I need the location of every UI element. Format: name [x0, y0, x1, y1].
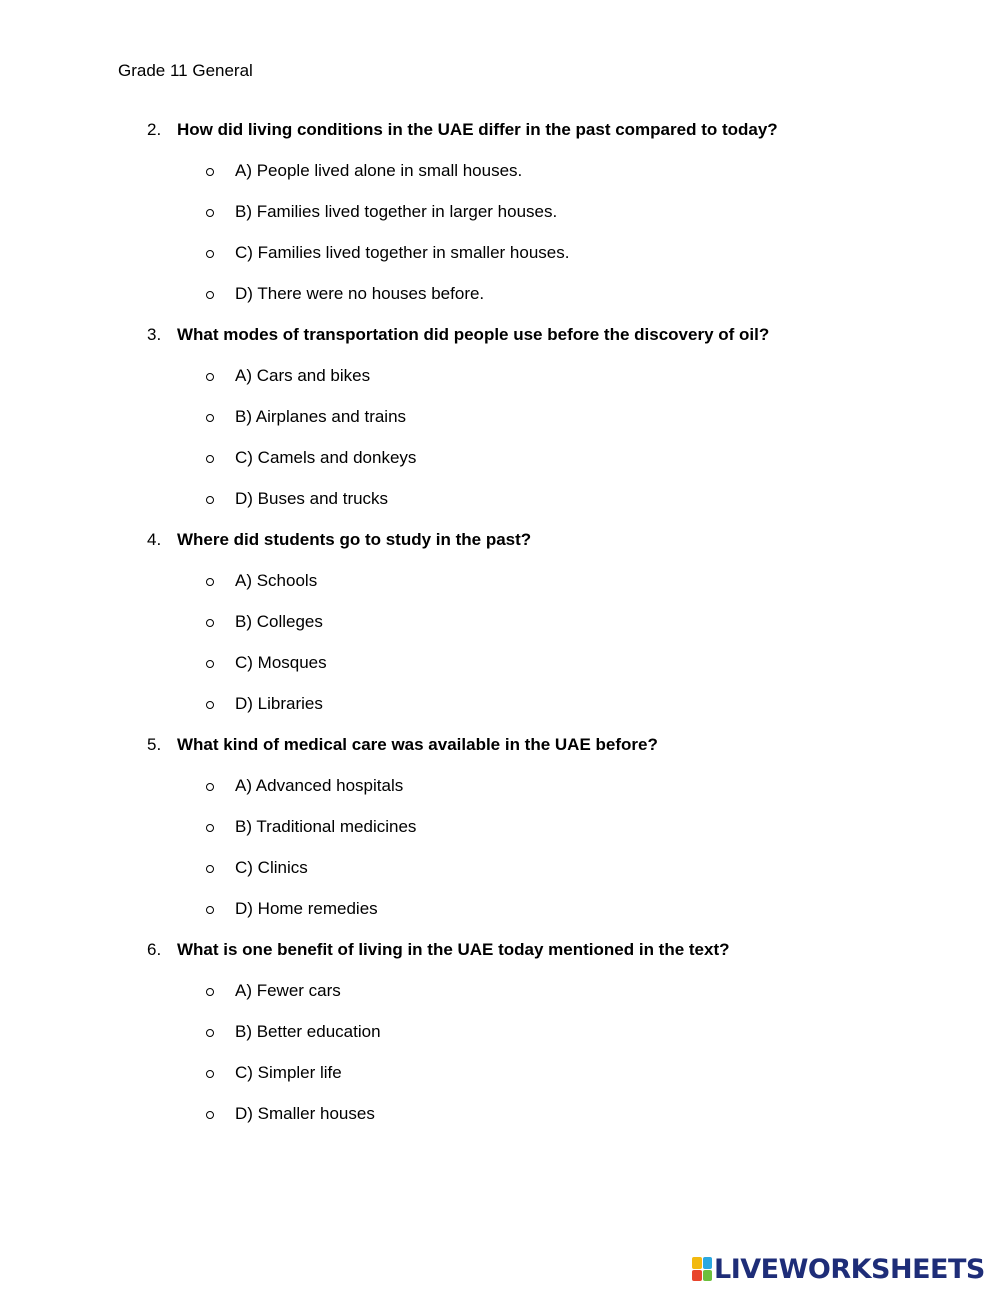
option-text: D) Home remedies [235, 899, 378, 918]
option-text: C) Mosques [235, 653, 327, 672]
option-item[interactable] [0, 651, 1000, 692]
option-item[interactable] [0, 364, 1000, 405]
option-text: B) Traditional medicines [235, 817, 417, 836]
circle-bullet-icon [206, 373, 214, 381]
question-5 [0, 733, 1000, 938]
logo-text: LIVEWORKSHEETS [714, 1253, 985, 1285]
circle-bullet-icon [206, 619, 214, 627]
option-text: A) People lived alone in small houses. [235, 161, 523, 180]
option-item[interactable] [0, 979, 1000, 1020]
option-item[interactable] [0, 282, 1000, 323]
option-text: C) Clinics [235, 858, 308, 877]
question-number: 5. [147, 735, 162, 754]
liveworksheets-logo [692, 1254, 985, 1284]
circle-bullet-icon [206, 250, 214, 258]
circle-bullet-icon [206, 865, 214, 873]
circle-bullet-icon [206, 824, 214, 832]
option-item[interactable] [0, 610, 1000, 651]
option-text: B) Airplanes and trains [235, 407, 407, 426]
option-text: A) Cars and bikes [235, 366, 371, 385]
option-item[interactable] [0, 487, 1000, 528]
logo-mark-icon [692, 1257, 712, 1281]
circle-bullet-icon [206, 701, 214, 709]
question-text: What is one benefit of living in the UAE today mentioned in the text? [177, 940, 730, 959]
circle-bullet-icon [206, 291, 214, 299]
option-text: C) Camels and donkeys [235, 448, 417, 467]
question-text: What modes of transportation did people use before the discovery of oil? [177, 325, 770, 344]
question-6 [0, 938, 1000, 1143]
question-4 [0, 528, 1000, 733]
question-number: 4. [147, 530, 162, 549]
option-text: D) There were no houses before. [235, 284, 485, 303]
option-text: D) Smaller houses [235, 1104, 375, 1123]
page-header: Grade 11 General [118, 61, 253, 80]
option-item[interactable] [0, 241, 1000, 282]
circle-bullet-icon [206, 414, 214, 422]
option-text: A) Advanced hospitals [235, 776, 404, 795]
circle-bullet-icon [206, 783, 214, 791]
circle-bullet-icon [206, 209, 214, 217]
option-item[interactable] [0, 200, 1000, 241]
circle-bullet-icon [206, 1111, 214, 1119]
question-list [0, 118, 1000, 1143]
option-item[interactable] [0, 1061, 1000, 1102]
option-item[interactable] [0, 1102, 1000, 1143]
option-item[interactable] [0, 856, 1000, 897]
question-number: 3. [147, 325, 162, 344]
logo-mark-tile [692, 1270, 702, 1282]
option-item[interactable] [0, 1020, 1000, 1061]
option-item[interactable] [0, 692, 1000, 733]
question-text: How did living conditions in the UAE differ in the past compared to today? [177, 120, 778, 139]
question-3 [0, 323, 1000, 528]
option-text: A) Fewer cars [235, 981, 341, 1000]
logo-mark-tile [703, 1257, 713, 1269]
option-text: B) Better education [235, 1022, 381, 1041]
option-item[interactable] [0, 405, 1000, 446]
option-text: A) Schools [235, 571, 318, 590]
circle-bullet-icon [206, 988, 214, 996]
option-text: B) Families lived together in larger houses. [235, 202, 558, 221]
option-item[interactable] [0, 815, 1000, 856]
circle-bullet-icon [206, 1070, 214, 1078]
option-item[interactable] [0, 897, 1000, 938]
logo-mark-tile [703, 1270, 713, 1282]
question-text: Where did students go to study in the past? [177, 530, 532, 549]
circle-bullet-icon [206, 660, 214, 668]
option-text: D) Libraries [235, 694, 323, 713]
option-item[interactable] [0, 774, 1000, 815]
option-item[interactable] [0, 159, 1000, 200]
circle-bullet-icon [206, 906, 214, 914]
circle-bullet-icon [206, 496, 214, 504]
circle-bullet-icon [206, 168, 214, 176]
option-text: D) Buses and trucks [235, 489, 389, 508]
question-number: 2. [147, 120, 162, 139]
question-text: What kind of medical care was available in the UAE before? [177, 735, 658, 754]
logo-mark-tile [692, 1257, 702, 1269]
circle-bullet-icon [206, 1029, 214, 1037]
circle-bullet-icon [206, 578, 214, 586]
circle-bullet-icon [206, 455, 214, 463]
question-number: 6. [147, 940, 162, 959]
option-text: B) Colleges [235, 612, 323, 631]
option-item[interactable] [0, 446, 1000, 487]
option-text: C) Simpler life [235, 1063, 342, 1082]
option-item[interactable] [0, 569, 1000, 610]
question-2 [0, 118, 1000, 323]
option-text: C) Families lived together in smaller houses. [235, 243, 570, 262]
